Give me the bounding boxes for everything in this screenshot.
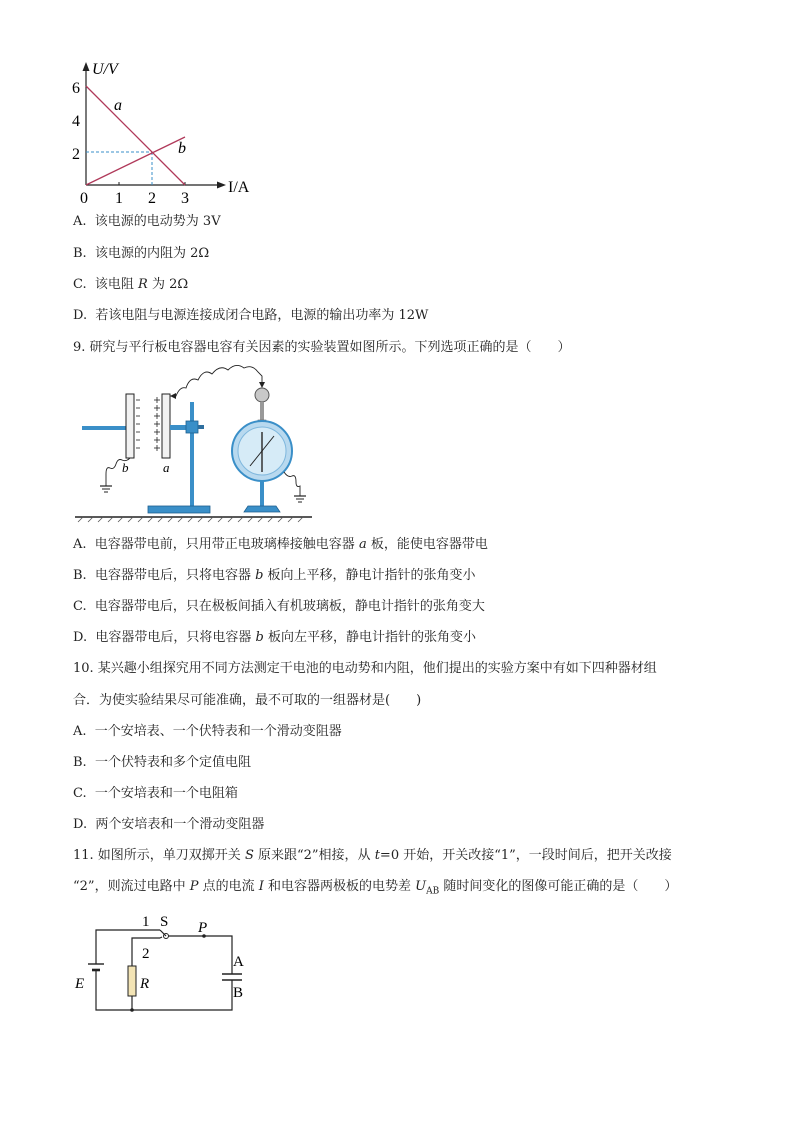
electroscope-leg xyxy=(260,481,264,508)
label-e: E xyxy=(75,976,85,992)
electroscope-ground-symbol xyxy=(294,496,306,502)
label-1: 1 xyxy=(142,914,150,930)
y-tick-4: 4 xyxy=(72,113,80,130)
label-s: S xyxy=(160,914,169,930)
wire-bottom xyxy=(96,970,232,1010)
label-2: 2 xyxy=(142,946,150,962)
plate-b-ground-symbol xyxy=(100,486,112,492)
stand-clamp xyxy=(186,421,198,433)
x-axis-arrow xyxy=(217,182,226,189)
q8-option-b: B. 该电源的内阻为 2Ω xyxy=(73,246,210,261)
x-axis-label: I/A xyxy=(228,179,250,196)
x-tick-1: 1 xyxy=(115,190,123,207)
q8-option-d: D. 若该电阻与电源连接成闭合电路，电源的输出功率为 12W xyxy=(73,308,429,323)
electroscope-stem xyxy=(260,402,264,422)
capacitor-apparatus-figure xyxy=(72,362,317,524)
label-b: B xyxy=(233,985,244,1001)
plate-b-label: b xyxy=(122,460,129,475)
y-axis-arrow xyxy=(83,62,90,71)
q9-option-b: B. 电容器带电后，只将电容器 b 板向上平移，静电计指针的张角变小 xyxy=(73,568,476,583)
plate-a-charges xyxy=(154,397,160,451)
q10-option-c: C. 一个安培表和一个电阻箱 xyxy=(73,786,238,801)
q10-option-b: B. 一个伏特表和多个定值电阻 xyxy=(73,755,251,770)
q10-stem-line1: 10. 某兴趣小组探究用不同方法测定干电池的电动势和内阻，他们提出的实验方案中有如下四种器材组 xyxy=(73,661,657,676)
plate-b-charges xyxy=(136,400,140,448)
label-a: A xyxy=(233,954,244,970)
electroscope-knob xyxy=(255,388,269,402)
electroscope-base xyxy=(244,506,280,512)
switch-blade xyxy=(160,930,166,936)
left-support-rod xyxy=(82,426,127,430)
wire-right xyxy=(168,936,232,974)
origin-label: 0 xyxy=(80,190,88,207)
stand-post xyxy=(190,402,194,508)
q9-option-a: A. 电容器带电前，只用带正电玻璃棒接触电容器 a 板，能使电容器带电 xyxy=(73,537,488,552)
junction-dot xyxy=(130,1008,134,1012)
stand-clamp-screw xyxy=(198,425,204,429)
q10-option-a: A. 一个安培表、一个伏特表和一个滑动变阻器 xyxy=(73,724,342,739)
line-a-label: a xyxy=(114,97,122,114)
resistor xyxy=(128,966,136,996)
label-r: R xyxy=(140,976,150,992)
q9-option-c: C. 电容器带电后，只在极板间插入有机玻璃板，静电计指针的张角变大 xyxy=(73,599,485,614)
q10-stem-line2: 合．为使实验结果尽可能准确，最不可取的一组器材是( ) xyxy=(73,693,422,708)
plate-a-label: a xyxy=(163,460,170,475)
y-axis-label: U/V xyxy=(92,61,118,78)
stand-base xyxy=(148,506,210,513)
u-i-graph xyxy=(68,58,268,208)
electroscope-arrow xyxy=(259,382,265,388)
plate-a xyxy=(162,394,170,458)
x-tick-3: 3 xyxy=(181,190,189,207)
y-tick-2: 2 xyxy=(72,146,80,163)
line-a xyxy=(86,86,185,185)
q9-option-d: D. 电容器带电后，只将电容器 b 板向左平移，静电计指针的张角变小 xyxy=(73,630,476,645)
q8-option-c: C. 该电阻 R 为 2Ω xyxy=(73,277,189,292)
label-p: P xyxy=(198,920,208,936)
q11-stem-line2: “2”，则流过电路中 P 点的电流 I 和电容器两极板的电势差 $U_{AB}$ 随时间变化的图像可能正确的是（ ） xyxy=(73,879,678,897)
y-tick-6: 6 xyxy=(72,80,80,97)
line-b-label: b xyxy=(178,140,186,157)
x-tick-2: 2 xyxy=(148,190,156,207)
q11-stem-line1: 11. 如图所示，单刀双掷开关 S 原来跟“2”相接，从 t=0 开始，开关改接“1”，一段时间后，把开关改接 xyxy=(73,848,672,863)
q9-stem: 9. 研究与平行板电容器电容有关因素的实验装置如图所示。下列选项正确的是（ ） xyxy=(73,340,571,355)
plate-a-arrow xyxy=(170,393,176,399)
plate-b xyxy=(126,394,134,458)
switch-circuit-figure xyxy=(72,910,262,1020)
electroscope-ground-wire xyxy=(284,472,300,496)
q8-option-a: A. 该电源的电动势为 3V xyxy=(73,214,221,229)
q10-option-d: D. 两个安培表和一个滑动变阻器 xyxy=(73,817,265,832)
line-b xyxy=(86,137,185,185)
wire-top-left xyxy=(96,930,160,964)
switch-contact-2 xyxy=(160,937,162,938)
connecting-wire xyxy=(170,365,262,396)
